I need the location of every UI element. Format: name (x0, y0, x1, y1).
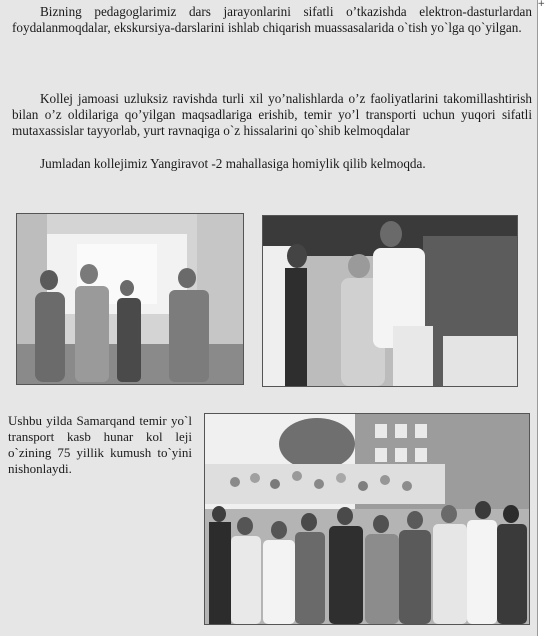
page-right-edge (537, 0, 546, 636)
paragraph-sponsorship: Jumladan kollejimiz Yangiravot -2 mahallasiga homiylik qilib kelmoqda. (40, 156, 426, 171)
anniversary-caption: Ushbu yilda Samarqand temir yo`l transport kasb hunar kol leji o`zining 75 yillik kumush to`yini nishonlaydi. (8, 413, 192, 476)
paragraph-teaching-methods: Bizning pedagoglarimiz dars jarayonlarini sifatli o’tkazishda elektron-dasturlardan foydalanmoqdalar, ekskursiya-darslarini ishlab chiqarish muassasalarida o`tish yo`lga qo`yilgan. (12, 4, 532, 35)
paragraph-college-team: Kollej jamoasi uzluksiz ravishda turli xil yo’nalishlarda o’z faoliyatlarini takomillashtirish bilan o’z oldilariga qo’yilgan maqsadlariga erishib, temir yo’l transporti uchun yuqori sifatli mutaxassislar tayyorlab, yurt ravnaqiga o`z hissalarini qo`shib kelmoqdalar (12, 91, 532, 138)
photo-anniversary-group (204, 413, 530, 625)
corner-crop-mark: + (537, 0, 545, 9)
flowers-photo-image (263, 216, 517, 386)
photo-woman-with-flowers (262, 215, 518, 387)
anniversary-photo-image (205, 414, 529, 624)
hallway-photo-image (17, 214, 243, 384)
photo-hallway-group (16, 213, 244, 385)
